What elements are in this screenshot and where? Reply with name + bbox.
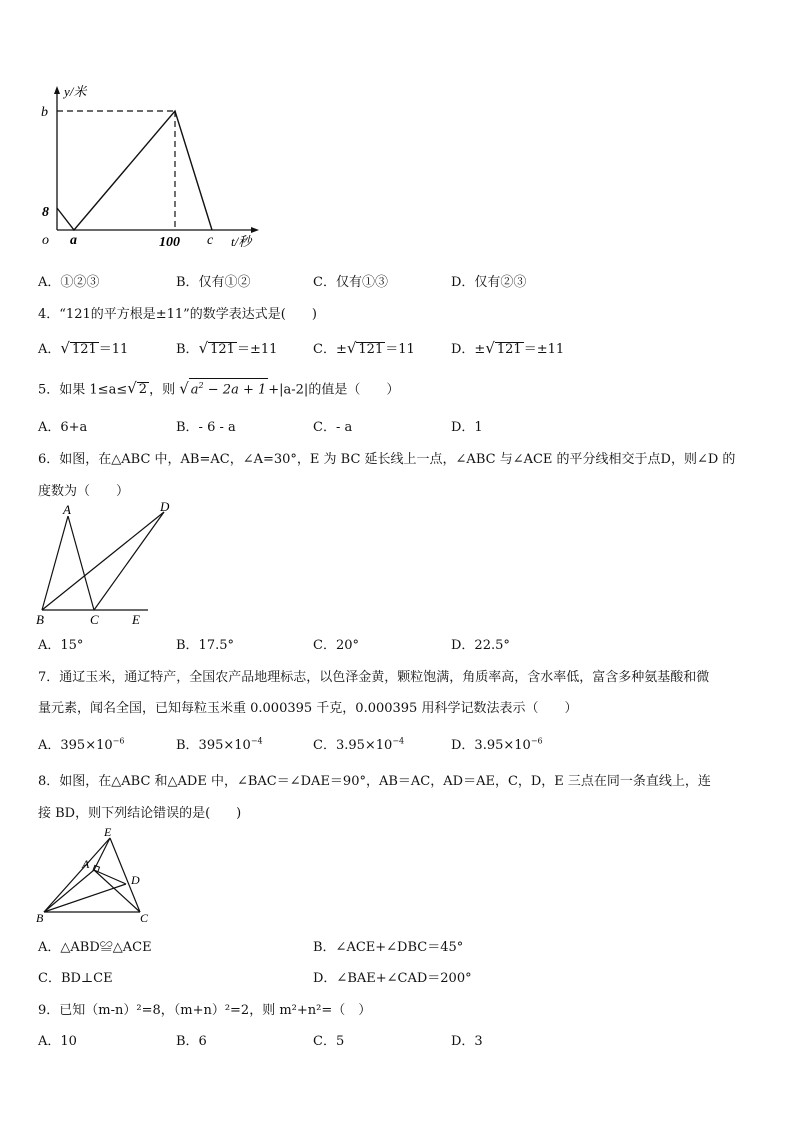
label-o: o	[42, 233, 49, 248]
triangle-figure-q6	[30, 500, 190, 630]
triangle-figure-q8	[30, 822, 160, 926]
label-c: C	[140, 911, 149, 925]
q4-option-b[interactable]	[176, 338, 277, 357]
label-a: a	[70, 233, 77, 248]
q7-c-base: C．3.95×10	[313, 738, 393, 753]
q5-option-d[interactable]: D．1	[451, 420, 483, 435]
segment-ad	[94, 870, 126, 884]
segment-ac	[68, 516, 94, 610]
distance-time-graph	[28, 80, 268, 252]
q4-a-label: A．	[38, 342, 61, 357]
sqrt-sign: √ $a^2 - 2a + 1$	[179, 379, 267, 398]
q8-option-d[interactable]: D．∠BAE+∠CAD＝200°	[313, 971, 472, 986]
q6-line2: 度数为（ ）	[38, 484, 130, 499]
q9-option-c[interactable]: C．5	[313, 1034, 345, 1049]
q4-option-d[interactable]	[451, 338, 564, 357]
q7-a-exp: −6	[112, 736, 125, 746]
q3-option-d[interactable]: D．仅有②③	[451, 275, 527, 290]
q4-b-label: B．	[176, 342, 199, 357]
q4-stem: 4．“121的平方根是±11”的数学表达式是( )	[38, 307, 317, 322]
q7-line1: 7．通辽玉米，通辽特产，全国农产品地理标志，以色泽金黄，颗粒饱满，角质率高，含水率低，富含多种氨基酸和微	[38, 670, 710, 685]
q7-option-c[interactable]	[313, 734, 404, 753]
q5-option-c[interactable]: C．- a	[313, 420, 353, 435]
q8-option-c[interactable]: C．BD⊥CE	[38, 971, 113, 986]
q8-line2: 接 BD，则下列结论错误的是( )	[38, 806, 242, 821]
q9-option-d[interactable]: D．3	[451, 1034, 483, 1049]
q5-sqrt2: 2	[138, 382, 148, 398]
q7-option-d[interactable]	[451, 734, 543, 753]
q5-radicand	[189, 378, 268, 397]
q7-c-exp: −4	[392, 736, 405, 746]
sqrt-sign: √ 121	[346, 339, 384, 357]
q5-rad-sup: 2	[198, 381, 204, 390]
q9-option-b[interactable]: B．6	[176, 1034, 207, 1049]
label-c: c	[207, 233, 214, 248]
label-b: b	[41, 105, 48, 120]
q7-option-a[interactable]	[38, 734, 124, 753]
segment-bd	[42, 512, 164, 610]
q6-option-c[interactable]: C．20°	[313, 638, 359, 653]
q3-option-c[interactable]: C．仅有①③	[313, 275, 388, 290]
q4-c-label: C．±	[313, 342, 347, 357]
q6-option-b[interactable]: B．17.5°	[176, 638, 234, 653]
segment-ab	[42, 516, 68, 610]
q9-option-a[interactable]: A．10	[38, 1034, 77, 1049]
q7-b-exp: −4	[250, 736, 263, 746]
q4-a-rest: ＝11	[98, 342, 129, 357]
q7-a-base: A．395×10	[38, 738, 113, 753]
label-8: 8	[42, 205, 49, 220]
q7-line2: 量元素，闻名全国，已知每粒玉米重 0.000395 千克，0.000395 用科学记数法表示（ ）	[38, 701, 578, 716]
sqrt-sign: √ 121	[60, 339, 97, 357]
label-d: D	[131, 873, 140, 887]
y-axis-arrow	[54, 86, 60, 94]
sqrt-sign: √ 2	[127, 379, 148, 398]
q5-rad-rest: − 2a + 1	[203, 382, 267, 398]
q4-c-rest: ＝11	[385, 342, 415, 357]
label-100: 100	[159, 235, 180, 250]
right-angle-mark	[93, 865, 99, 871]
q5-option-b[interactable]: B．- 6 - a	[176, 420, 236, 435]
x-axis-label: t/秒	[231, 234, 252, 249]
q9-stem: 9．已知（m-n）²=8，（m+n）²=2，则 m²+n²=（ ）	[38, 1003, 372, 1018]
q5-stem	[38, 378, 399, 397]
q4-option-c[interactable]	[313, 338, 415, 357]
q5-option-a[interactable]: A．6+a	[38, 420, 88, 435]
q6-option-a[interactable]: A．15°	[38, 638, 84, 653]
q7-d-base: D．3.95×10	[451, 738, 531, 753]
q4-b-radicand: 121	[210, 342, 235, 357]
label-c: C	[90, 612, 99, 627]
q8-option-a[interactable]: A．△ABD≌△ACE	[38, 940, 152, 955]
q4-d-label: D．±	[451, 342, 486, 357]
q5-rad-a: a	[190, 382, 199, 398]
label-d: D	[160, 500, 170, 514]
q4-d-radicand: 121	[496, 342, 522, 357]
q4-option-a[interactable]	[38, 338, 128, 357]
q7-d-exp: −6	[530, 736, 543, 746]
sqrt-sign: √ 121	[485, 339, 522, 357]
label-a: A	[82, 857, 90, 871]
q6-option-d[interactable]: D．22.5°	[451, 638, 510, 653]
q8-line1: 8．如图，在△ABC 和△ADE 中，∠BAC＝∠DAE＝90°，AB＝AC，AD＝AE，C，D，E 三点在同一条直线上，连	[38, 774, 711, 789]
y-axis-label: y/米	[64, 84, 87, 99]
label-e: E	[132, 612, 140, 627]
q3-option-a[interactable]: A．①②③	[38, 275, 100, 290]
q4-c-radicand: 121	[358, 342, 384, 357]
graph-line	[57, 111, 212, 230]
segment-ab	[44, 870, 94, 912]
label-e: E	[104, 825, 112, 839]
q6-line1: 6．如图，在△ABC 中，AB=AC，∠A=30°，E 为 BC 延长线上一点，∠ABC 与∠ACE 的平分线相交于点D，则∠D 的	[38, 452, 736, 467]
q5-stem-mid: ，则	[149, 382, 176, 398]
q7-b-base: B．395×10	[176, 738, 251, 753]
x-axis-arrow	[251, 227, 259, 233]
q3-option-b[interactable]: B．仅有①②	[176, 275, 251, 290]
label-b: B	[36, 612, 44, 627]
q5-stem-pre: 5．如果 1≤a≤	[38, 382, 128, 398]
segment-cd	[94, 512, 164, 610]
label-a: A	[63, 502, 71, 517]
q4-a-radicand: 121	[71, 342, 97, 357]
q4-d-rest: ＝±11	[523, 342, 565, 357]
q8-option-b[interactable]: B．∠ACE+∠DBC＝45°	[313, 940, 464, 955]
sqrt-sign: √ 121	[198, 339, 235, 357]
label-b: B	[36, 911, 44, 925]
q4-b-rest: ＝±11	[236, 342, 278, 357]
q5-stem-post: +|a-2|的值是（ ）	[268, 382, 400, 398]
q7-option-b[interactable]	[176, 734, 263, 753]
